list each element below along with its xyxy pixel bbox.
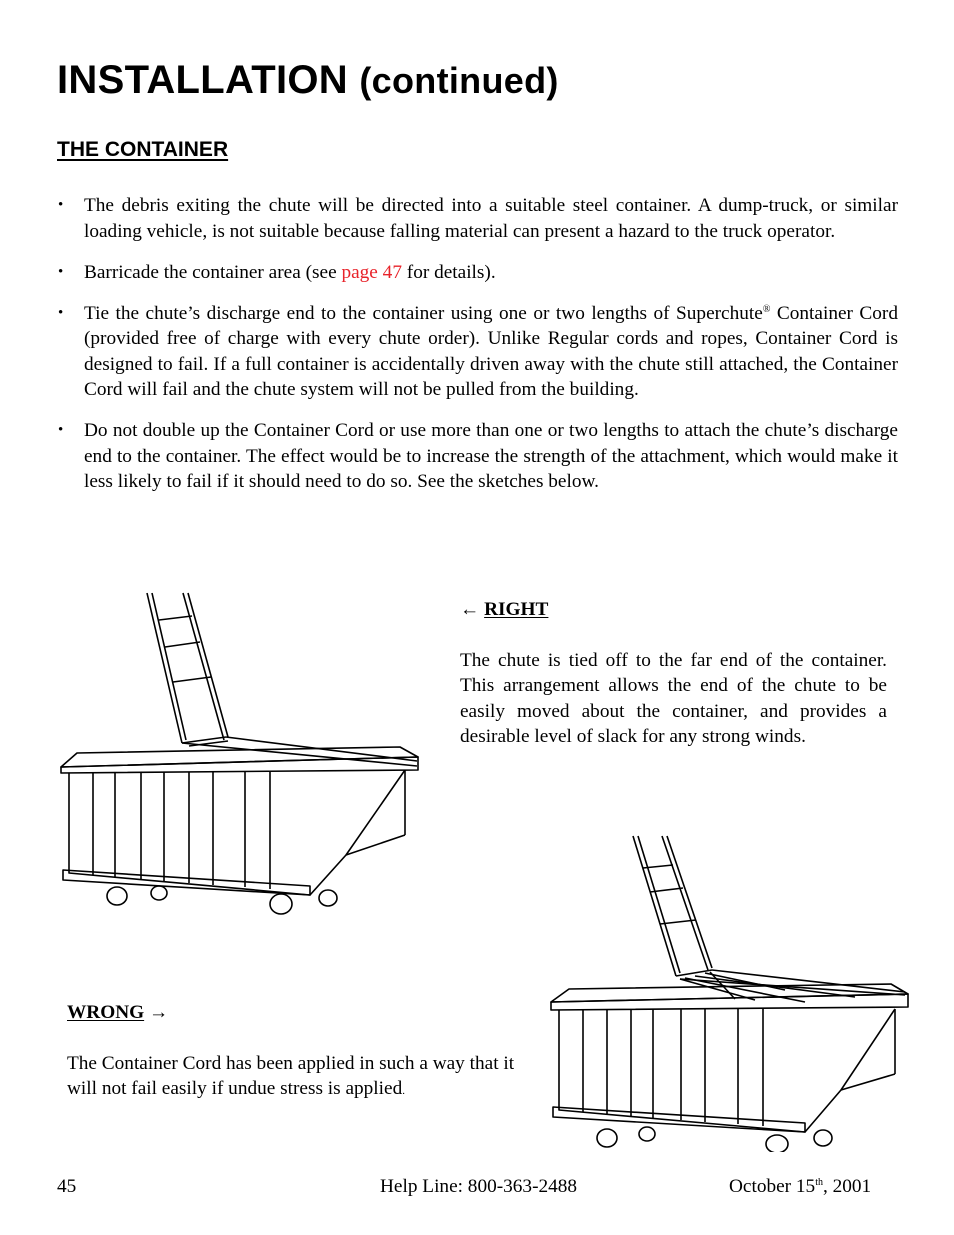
chute-illustration bbox=[147, 593, 417, 766]
container-illustration bbox=[61, 747, 418, 914]
date-text: October 15 bbox=[729, 1176, 816, 1197]
page-47-link[interactable]: page 47 bbox=[341, 261, 402, 283]
bullet-text: Tie the chute’s discharge end to the container using one or two lengths of Superchute bbox=[84, 302, 763, 324]
container-illustration bbox=[551, 984, 908, 1152]
wrong-description-end: . bbox=[402, 1085, 405, 1097]
revision-date bbox=[729, 1176, 871, 1198]
title-main: INSTALLATION bbox=[57, 58, 348, 102]
wrong-heading bbox=[67, 1000, 537, 1026]
left-arrow-icon: ← bbox=[460, 599, 480, 620]
list-item bbox=[57, 260, 898, 286]
bullet-text-end: for details). bbox=[401, 261, 496, 283]
right-description: The chute is tied off to the far end of the container. This arrangement allows the end of the chute to be easily moved about the container, and provides a desirable level of slack for any strong winds. bbox=[460, 649, 887, 747]
title-continued: (continued) bbox=[359, 60, 559, 101]
bullet-text-end: Container Cord (provided free of charge with every chute order). Unlike Regular cords and ropes, Container Cord is designed to fail. If a full container is accidentally driven away with the chute still attached, the Container Cord will fail and the chute system will not be pulled from the building. bbox=[84, 302, 898, 400]
date-ordinal: th bbox=[815, 1177, 823, 1188]
right-arrow-icon: → bbox=[148, 1002, 169, 1023]
bullet-icon: • bbox=[58, 422, 64, 438]
bullet-text: Do not double up the Container Cord or use more than one or two lengths to attach the chute’s discharge end to the container. The effect would be to increase the strength of the attachment, which would make it less likely to fail if it should need to do so. See the sketches below. bbox=[84, 420, 898, 492]
instruction-list bbox=[57, 193, 898, 510]
right-heading bbox=[460, 597, 887, 623]
list-item bbox=[57, 193, 898, 244]
date-year: , 2001 bbox=[822, 1176, 872, 1197]
bullet-icon: • bbox=[58, 197, 64, 213]
bullet-text: The debris exiting the chute will be directed into a suitable steel container. A dump-truck, or similar loading vehicle, is not suitable because falling material can present a hazard to the truck operator. bbox=[84, 195, 898, 242]
bullet-icon: • bbox=[58, 304, 64, 321]
registered-mark: ® bbox=[762, 303, 771, 315]
right-label: RIGHT bbox=[484, 599, 549, 620]
section-title: THE CONTAINER bbox=[57, 138, 229, 161]
right-caption bbox=[460, 597, 887, 750]
chute-illustration bbox=[633, 836, 905, 1002]
help-line: Help Line: 800-363-2488 bbox=[380, 1176, 578, 1197]
wrong-arrangement-sketch bbox=[545, 832, 915, 1152]
bullet-text: Barricade the container area (see bbox=[84, 261, 342, 283]
bullet-icon: • bbox=[58, 263, 64, 280]
list-item bbox=[57, 301, 898, 403]
wrong-description bbox=[67, 1051, 537, 1105]
wrong-label: WRONG bbox=[67, 1002, 145, 1023]
list-item bbox=[57, 418, 898, 495]
page-title bbox=[57, 58, 559, 103]
wrong-description-text: The Container Cord has been applied in such a way that it will not fail easily if undue stress is applied bbox=[67, 1052, 515, 1099]
wrong-caption bbox=[67, 1000, 537, 1105]
right-arrangement-sketch bbox=[55, 590, 430, 920]
page-number: 45 bbox=[57, 1176, 77, 1197]
